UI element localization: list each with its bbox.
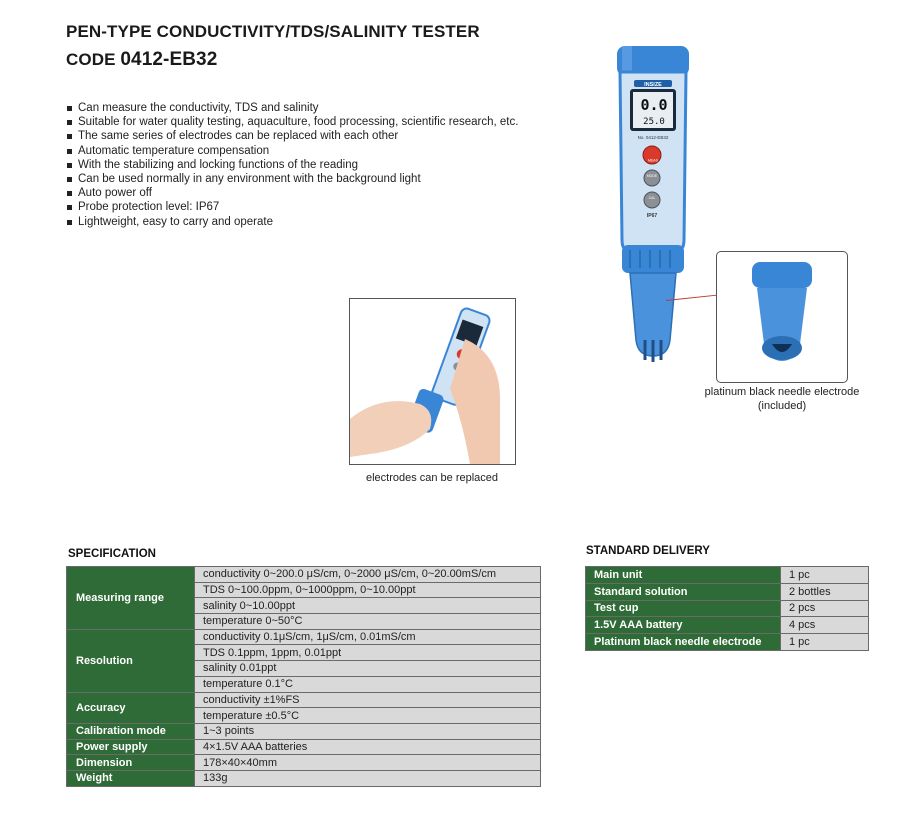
table-row <box>586 583 869 600</box>
delivery-qty: 4 pcs <box>781 617 869 634</box>
spec-value: temperature 0~50°C <box>195 614 541 630</box>
delivery-qty: 1 pc <box>781 634 869 651</box>
table-row <box>67 629 541 645</box>
brand-logo: INSIZE <box>644 81 662 88</box>
spec-value: temperature ±0.5°C <box>195 708 541 724</box>
electrode-inset-image <box>716 251 848 383</box>
specification-table <box>66 566 541 787</box>
table-row <box>67 770 541 786</box>
feature-list <box>66 101 518 229</box>
delivery-qty: 1 pc <box>781 567 869 584</box>
spec-value: 133g <box>195 770 541 786</box>
spec-value: salinity 0.01ppt <box>195 661 541 677</box>
display-main-reading: 0.0 <box>640 96 668 114</box>
delivery-item: 1.5V AAA battery <box>586 617 781 634</box>
delivery-qty: 2 pcs <box>781 600 869 617</box>
delivery-item: Main unit <box>586 567 781 584</box>
spec-value: TDS 0.1ppm, 1ppm, 0.01ppt <box>195 645 541 661</box>
delivery-item: Test cup <box>586 600 781 617</box>
table-row <box>586 634 869 651</box>
spec-label: Weight <box>67 770 195 786</box>
page-title: PEN-TYPE CONDUCTIVITY/TDS/SALINITY TESTER <box>66 22 480 41</box>
table-row <box>67 723 541 739</box>
feature-item: With the stabilizing and locking functions of the reading <box>66 158 518 172</box>
display-temperature: 25.0 <box>643 117 665 127</box>
table-row <box>67 692 541 708</box>
feature-item: Auto power off <box>66 186 518 200</box>
svg-text:MODE: MODE <box>646 174 658 178</box>
spec-value: conductivity ±1%FS <box>195 692 541 708</box>
tester-device-image <box>600 40 710 370</box>
spec-value: conductivity 0.1μS/cm, 1μS/cm, 0.01mS/cm <box>195 629 541 645</box>
replace-caption: electrodes can be replaced <box>365 472 499 484</box>
table-row <box>586 617 869 634</box>
spec-value: 4×1.5V AAA batteries <box>195 739 541 755</box>
delivery-item: Platinum black needle electrode <box>586 634 781 651</box>
spec-value: TDS 0~100.0ppm, 0~1000ppm, 0~10.00ppt <box>195 582 541 598</box>
table-row <box>67 739 541 755</box>
table-row <box>586 567 869 584</box>
mode-button <box>644 170 660 186</box>
electrode-caption: platinum black needle electrode (included) <box>704 386 860 412</box>
svg-text:MEAS: MEAS <box>648 158 658 163</box>
spec-label: Resolution <box>67 629 195 692</box>
spec-value: conductivity 0~200.0 μS/cm, 0~2000 μS/cm, 0~20.00mS/cm <box>195 567 541 583</box>
feature-item: The same series of electrodes can be replaced with each other <box>66 129 518 143</box>
feature-item: Probe protection level: IP67 <box>66 200 518 214</box>
table-row <box>586 600 869 617</box>
spec-label: Accuracy <box>67 692 195 723</box>
spec-label: Power supply <box>67 739 195 755</box>
spec-value: temperature 0.1°C <box>195 676 541 692</box>
spec-label: Dimension <box>67 755 195 771</box>
delivery-heading: STANDARD DELIVERY <box>586 545 710 557</box>
model-label: No. 0412-EB32 <box>637 135 669 140</box>
feature-item: Can be used normally in any environment with the background light <box>66 172 518 186</box>
feature-item: Suitable for water quality testing, aquaculture, food processing, scientific research, etc. <box>66 115 518 129</box>
spec-value: 178×40×40mm <box>195 755 541 771</box>
code-value: 0412-EB32 <box>120 49 218 70</box>
spec-label: Measuring range <box>67 567 195 630</box>
ip-label: IP67 <box>646 213 658 219</box>
delivery-table <box>585 566 869 651</box>
delivery-qty: 2 bottles <box>781 583 869 600</box>
cal-button <box>644 192 660 208</box>
replace-electrode-photo <box>349 298 516 465</box>
spec-label: Calibration mode <box>67 723 195 739</box>
spec-value: 1~3 points <box>195 723 541 739</box>
spec-value: salinity 0~10.00ppt <box>195 598 541 614</box>
feature-item: Can measure the conductivity, TDS and salinity <box>66 101 518 115</box>
svg-text:CAL: CAL <box>648 196 656 200</box>
table-row <box>67 755 541 771</box>
table-row <box>67 567 541 583</box>
feature-item: Lightweight, easy to carry and operate <box>66 215 518 229</box>
delivery-item: Standard solution <box>586 583 781 600</box>
product-code <box>66 49 217 71</box>
feature-item: Automatic temperature compensation <box>66 144 518 158</box>
code-label: CODE <box>66 50 116 69</box>
specification-heading: SPECIFICATION <box>68 548 156 560</box>
